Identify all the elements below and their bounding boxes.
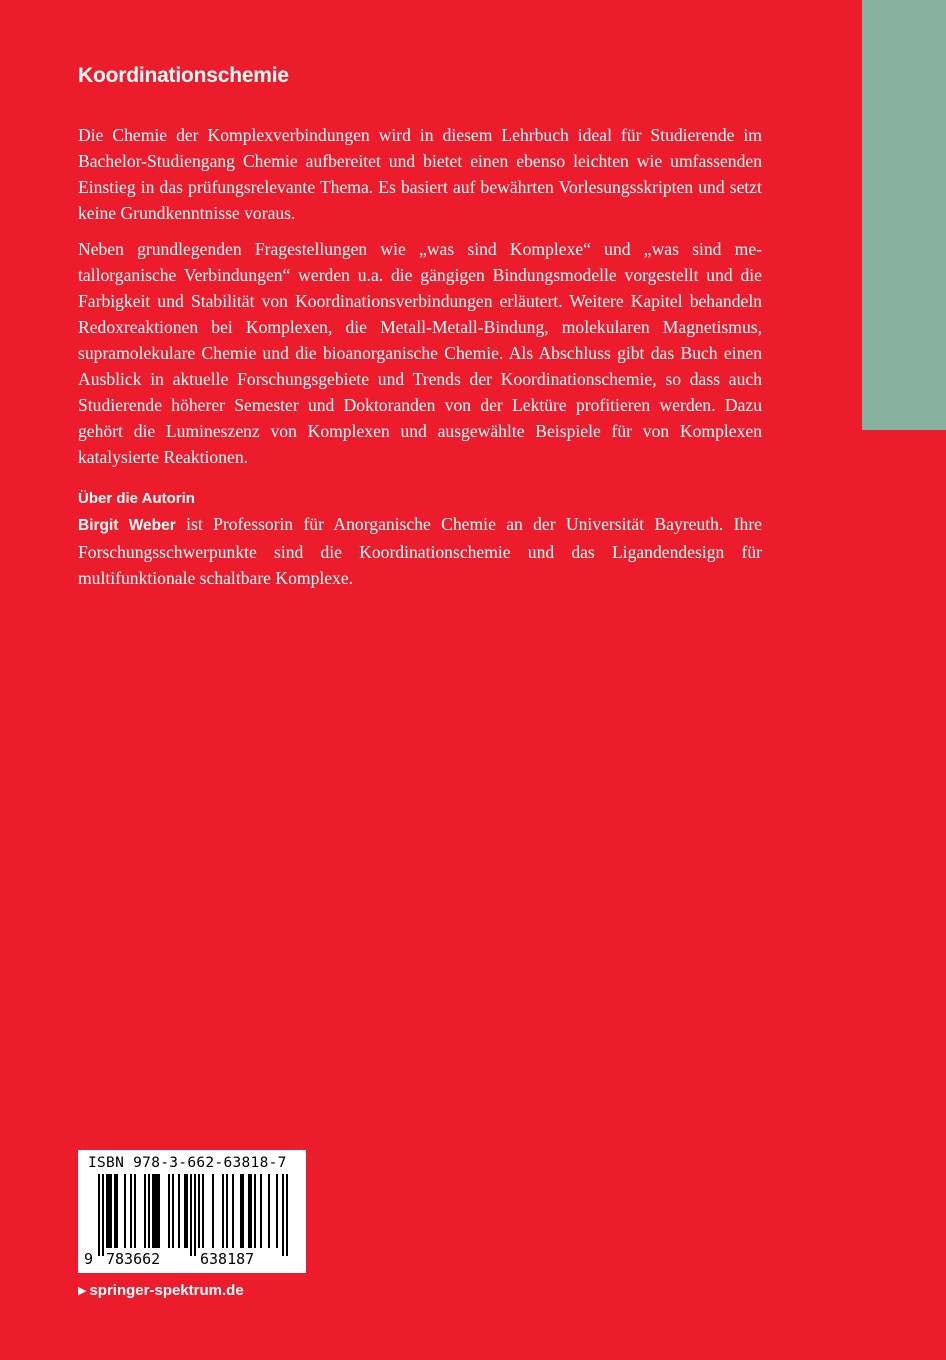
isbn-label: ISBN 978-3-662-63818-7: [88, 1155, 287, 1171]
barcode-bar: [168, 1174, 170, 1248]
barcode-digits-right: 638187: [200, 1250, 255, 1268]
author-name: Birgit Weber: [78, 517, 176, 534]
barcode-bar: [212, 1174, 214, 1248]
barcode-bar: [108, 1174, 110, 1248]
barcode-bar: [186, 1174, 188, 1248]
barcode-bar: [102, 1174, 104, 1256]
barcode-bar: [282, 1174, 284, 1256]
barcode-bar: [156, 1174, 158, 1248]
barcode-bar: [226, 1174, 228, 1248]
barcode-bar: [144, 1174, 146, 1248]
barcode-bar: [110, 1174, 112, 1248]
barcode-bar: [130, 1174, 132, 1248]
barcode-bar: [232, 1174, 234, 1248]
barcode-bar: [154, 1174, 156, 1248]
barcode-bar: [98, 1174, 100, 1256]
description-paragraph-1: Die Chemie der Komplexverbindungen wird in diesem Lehrbuch ideal für Studierende im Bachelor-Studiengang Chemie aufbereitet und bietet einen ebenso leichten wie umfassenden Einstieg in das prüfungsrelevante Thema. Es basiert auf bewährten Vorlesungsskripten und setzt keine Grundkenntnisse voraus.: [78, 125, 762, 223]
barcode-bar: [116, 1174, 118, 1248]
barcode-bar: [202, 1174, 204, 1248]
author-bio-text: ist Professorin für Anorganische Chemie an der Universität Bayreuth. Ihre Forschungsschwerpunkte sind die Koordinationschemie und das Ligandendesign für multifunktionale schaltbare Komplexe.: [78, 514, 762, 588]
barcode-bar: [250, 1174, 252, 1248]
color-tab: [862, 0, 946, 430]
website-text: springer-spektrum.de: [89, 1282, 244, 1299]
barcode-bar: [240, 1174, 242, 1248]
description-paragraph-2: Neben grundlegenden Fragestellungen wie „was sind Komplexe“ und „was sind metallorganische Verbindungen“ werden u.a. die gängigen Bindungsmodelle vorgestellt und die Farbigkeit und Stabilität von Koordinationsverbindungen erläutert. Weitere Kapitel behandeln Redoxreaktionen bei Komplexen, die Metall-Metall-Bindung, molekularen Magnetismus, supramolekulare Chemie und die bioanorganische Chemie. Als Abschluss gibt das Buch einen Ausblick in aktuelle Forschungsgebiete und Trends der Koordinationschemie, so dass auch Studierende höherer Semester und Doktoranden von der Lektüre profitieren werden. Dazu gehört die Lumineszenz von Komplexen und ausgewählte Beispiele für von Komplexen katalysierte Reaktionen.: [78, 239, 762, 467]
book-title: Koordinationschemie: [78, 64, 289, 87]
author-bio: [78, 511, 762, 591]
barcode-bar: [152, 1174, 154, 1248]
barcode-bar: [222, 1174, 224, 1248]
author-heading: Über die Autorin: [78, 490, 195, 507]
barcode-bar: [286, 1174, 288, 1256]
back-cover-text: [78, 64, 762, 601]
barcode-bar: [242, 1174, 244, 1248]
barcode-bar: [124, 1174, 126, 1248]
barcode-digit-lead: 9: [84, 1250, 94, 1268]
barcode-bar: [134, 1174, 136, 1248]
barcode-bar: [184, 1174, 186, 1248]
publisher-website[interactable]: [78, 1282, 244, 1299]
barcode-bar: [148, 1174, 150, 1248]
barcode-bar: [106, 1174, 108, 1248]
barcode-bar: [114, 1174, 116, 1248]
barcode-bar: [260, 1174, 262, 1248]
barcode-bar: [198, 1174, 200, 1248]
barcode-bar: [268, 1174, 270, 1248]
barcode-bar: [248, 1174, 250, 1248]
barcode-bar: [158, 1174, 160, 1248]
barcode-digits-left: 783662: [106, 1250, 161, 1268]
barcode-bar: [190, 1174, 192, 1256]
triangle-right-icon: ▶: [78, 1285, 87, 1297]
barcode-bar: [276, 1174, 278, 1248]
barcode-bar: [178, 1174, 180, 1248]
barcode-bar: [172, 1174, 174, 1248]
barcode-bar: [254, 1174, 256, 1248]
isbn-barcode: [78, 1150, 306, 1273]
barcode-bar: [194, 1174, 196, 1256]
